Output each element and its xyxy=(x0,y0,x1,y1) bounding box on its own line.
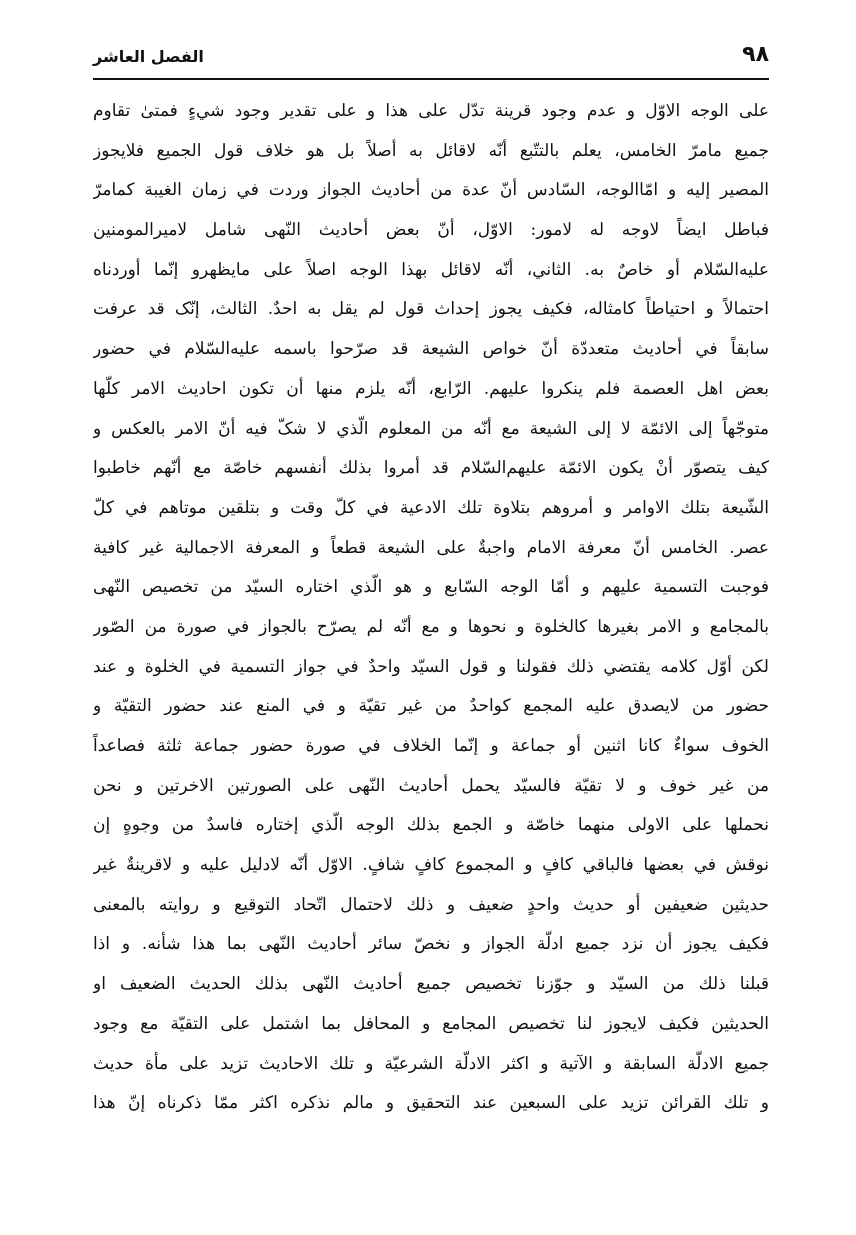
text-line-13: فوجبت التسمية عليهم و أمّا الوجه السّابع و هو الّذي اختاره السيّد من تخصيص النّهی xyxy=(93,577,769,598)
text-line-20: نوقش في بعضها فالباقي كافٍ و المجموع كافٍ شافٍ. الاوّل أنّه لادليل عليه و لاقرينةٌ غير xyxy=(93,855,769,876)
chapter-title: الفصل العاشر xyxy=(93,47,204,66)
text-line-9: متوجّهاً إلى الائمّة لا إلى الشيعة مع أنّه من المعلوم الّذي لا شکّ فيه أنّ الامر بالعكس و xyxy=(93,418,769,439)
text-line-12: عصر. الخامس أنّ معرفة الامام واجبةٌ على الشيعة قطعاً و المعرفة الاجمالية غير كافية xyxy=(93,537,769,558)
text-line-2: جميع مامرّ الخامس، يعلم بالتتّبع أنّه لاقائل به أصلاً بل هو خلاف قول الجميع فلايجوز xyxy=(93,140,769,161)
text-line-19: نحملها على الاولى منهما خاصّة و الجمع بذلك الوجه الّذي إختاره فاسدٌ من وجوهٍ إن xyxy=(93,815,769,836)
text-line-6: احتمالاً و احتياطاً كامثاله، فكيف يجوز إحداث قول لم يقل به احدٌ. الثالث، إنّک قد عرفت xyxy=(93,299,769,320)
page-number: ٩٨ xyxy=(742,42,769,67)
text-line-7: سابقاً في أحاديث متعددّة أنّ خواص الشيعة قد صرّحوا باسمه عليه‌السّلام في حضور xyxy=(93,339,769,360)
header-divider xyxy=(93,78,769,80)
text-line-10: كيف يتصوّر أنْ يكون الائمّة عليهم‌السّلام قد أمروا بذلك أنفسهم خاصّة مع أنّهم خاطبوا xyxy=(93,458,769,479)
text-line-14: بالمجامع و الامر بغيرها كالخلوة و نحوها و مع أنّه لم يصرّح بالجواز في صورة من الصّور xyxy=(93,616,769,637)
text-line-18: من غير خوف و لا تقيّة فالسيّد يحمل أحاديث النّهی على الصورتين الاخرتين و نحن xyxy=(93,775,769,796)
text-line-17: الخوف سواءٌ كانا اثنين أو جماعة و إنّما الخلاف في صورة حضور جماعة ثلثة فصاعداً xyxy=(93,736,769,756)
text-line-5: عليه‌السّلام أو خاصٌ به. الثاني، أنّه لاقائل بهذا الوجه اصلاً على مايظهرو إنّما أوردناه xyxy=(93,259,769,280)
text-line-26: و تلك القرائن تزيد على السبعين عند التحقيق و مالم نذكره اكثر ممّا ذكرناه إنّ هذا xyxy=(93,1093,769,1114)
text-line-25: جميع الادلّة السابقة و الآتية و اكثر الادلّة الشرعيّة و تلك الاحاديث تزيد على مأة حديث xyxy=(93,1053,769,1074)
text-line-1: على الوجه الاوّل و عدم وجود قرينة تدّل على هذا و على تقدير وجود شيءٍ فمتیٰ تقاوم xyxy=(93,101,769,121)
page-header xyxy=(93,40,769,74)
text-line-15: لكن أوّل كلامه يقتضي ذلك فقولنا و قول السيّد واحدٌ في جواز التسمية في الخلوة و عند xyxy=(93,656,769,677)
text-line-3: المصير إليه و امّاالوجه، السّادس أنّ عدة من أحاديث الجواز وردت في زمان الغيبة كمامرّ xyxy=(93,180,769,201)
text-line-11: الشّيعة بتلك الاوامر و أمروهم بتلاوة تلك الادعية في كلّ وقت و بتلقين موتاهم في كلّ xyxy=(93,497,769,518)
text-line-21: حديثين ضعيفين أو حديث واحدٍ ضعيف و ذلك لاحتمال اتّحاد التوقيع و روايته بالمعنى xyxy=(93,894,769,915)
text-line-4: فباطل ايضاً لاوجه له لامور: الاوّل، أنّ بعض أحاديث النّهی شامل لاميرالمومنين xyxy=(93,220,769,241)
body-text xyxy=(93,92,769,1124)
text-line-16: حضور من لايصدق عليه المجمع كواحدٌ من غير تقيّة و في المنع عند حضور التقيّة و xyxy=(93,696,769,717)
text-line-8: بعض اهل العصمة فلم ينكروا عليهم. الرّابع، أنّه يلزم منها أن تكون احاديث الامر كلّها xyxy=(93,378,769,399)
text-line-22: فكيف يجوز أن نزد جميع ادلّة الجواز و نخصّ سائر أحاديث النّهی بما هذا شأنه. و اذا xyxy=(93,934,769,955)
text-line-24: الحديثين فكيف لايجوز لنا تخصيص المجامع و المحافل بما اشتمل على التقيّة مع وجود xyxy=(93,1013,769,1034)
text-line-23: قبلنا ذلك من السيّد و جوّزنا تخصيص جميع أحاديث النّهی بذلك الحديث الضعيف او xyxy=(93,974,769,995)
